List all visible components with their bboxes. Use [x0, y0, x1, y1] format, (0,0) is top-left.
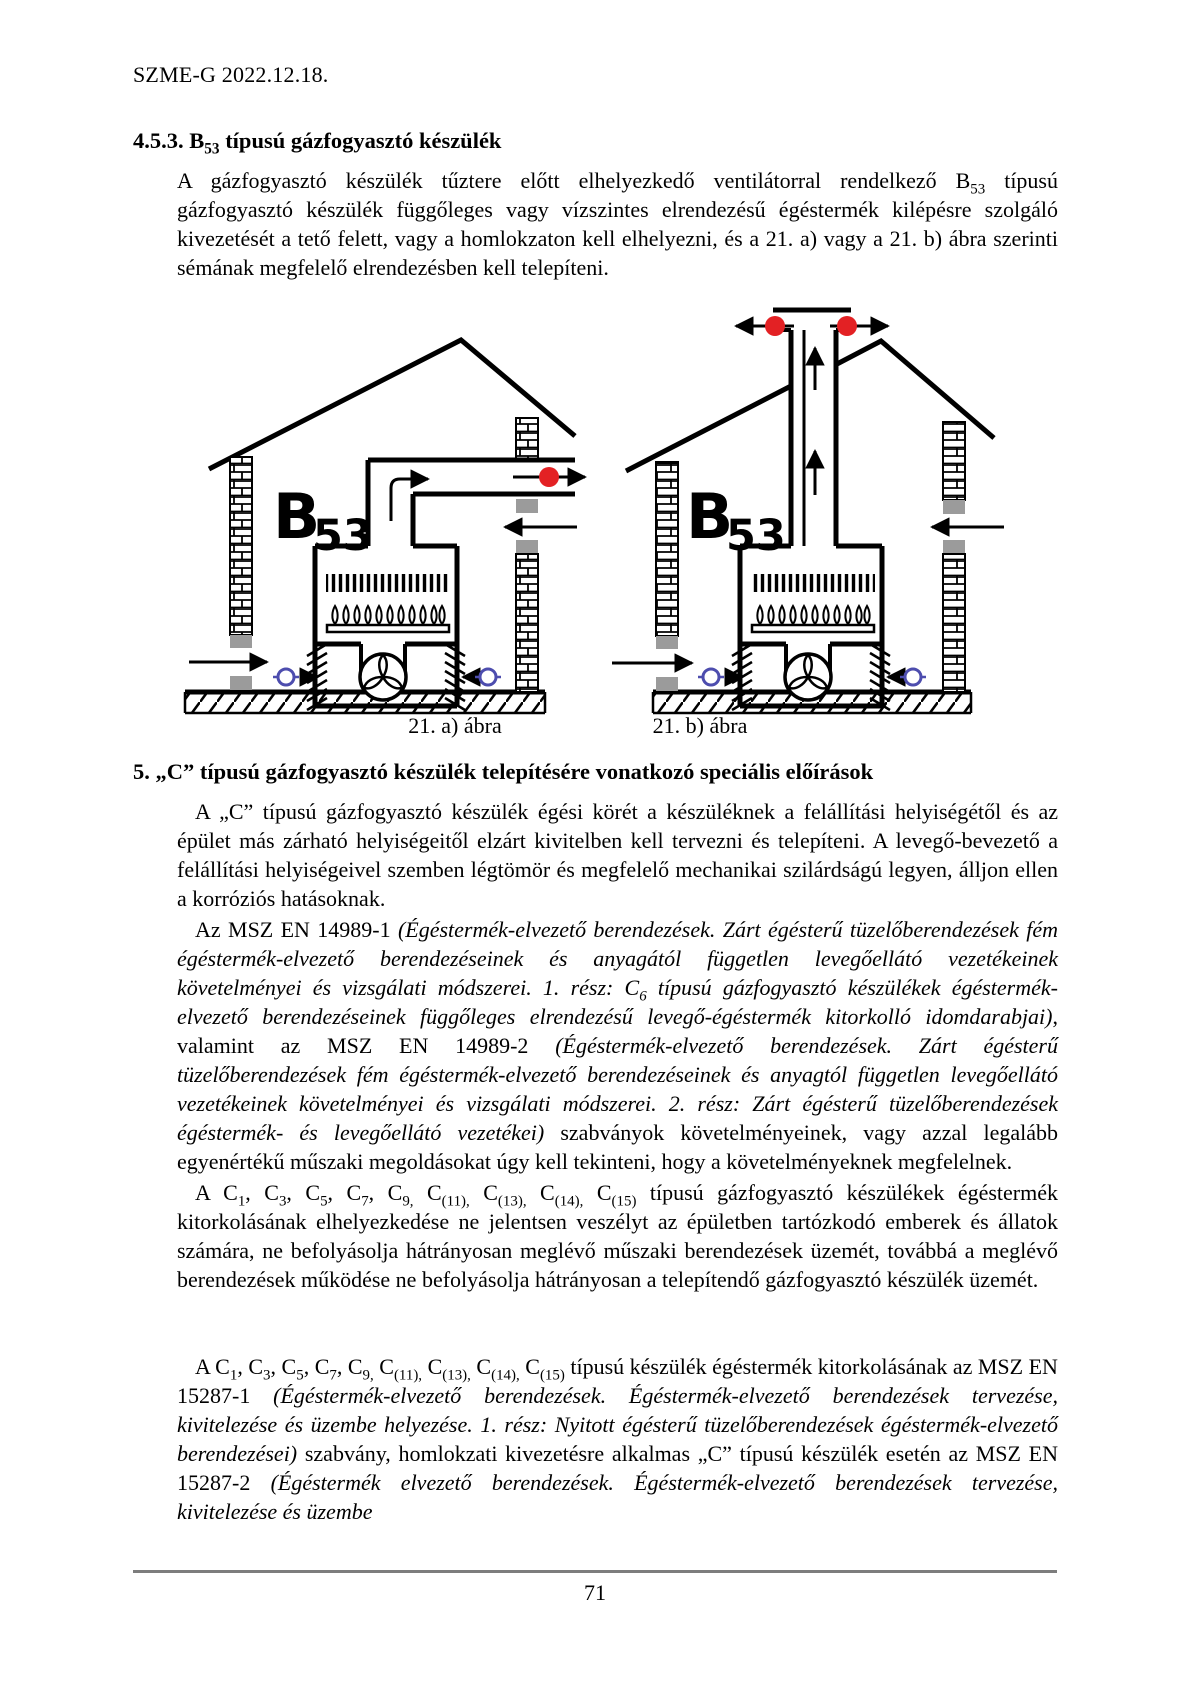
- damper-icon-right: [888, 669, 926, 685]
- burner-tray: [752, 625, 874, 632]
- figure-21b-caption: 21. b) ábra: [652, 713, 748, 738]
- left-brick-wall: [656, 462, 678, 691]
- right-brick-wall: [943, 422, 965, 692]
- section-5-paragraph-1: A „C” típusú gázfogyasztó készülék égési körét a készüléknek a felállítási helyiségétől és az épület más zárható helyiségeitől elzárt kivitelben kell tervezni és telepíteni. A levegő-bevezető a felállítási helyiségeivel szemben légtömör és megfelelő mechanikai szilárdságú legyen, álljon ellen a korróziós hatásoknak.: [177, 799, 1058, 911]
- exhaust-terminal-dot-right: [837, 316, 857, 336]
- roof-outline-right: [837, 341, 994, 438]
- exhaust-terminal-dot-left: [765, 316, 785, 336]
- heat-exchanger-fins: [326, 574, 450, 592]
- burner-flames-icon: [332, 606, 444, 624]
- section-5-paragraph-4: A $C_1$, $C_3$, $C_5$, $C_7$, $C_{9,}$ $C_{(11),}$ $C_{(13),}$ $C_{(14),}$ $C_{(15)}$ típusú készülék égéstermék kitorkolásának az MSZ EN 15287-1 (Égéstermék-elvezető berendezések. Égéstermék-elvezető berendezések tervezése, kivitelezése és üzembe helyezése. 1. rész: Nyitott égésterű tüzelőberendezések égéstermék-elvezető berendezései) szabvány, homlokzati kivezetésre alkalmas „C” típusú készülék esetén az MSZ EN 15287-2 (Égéstermék elvezető berendezések. Égéstermék-elvezető berendezések tervezése, kivitelezése és üzembe: [177, 1354, 1058, 1524]
- appliance-type-label-sub: 53: [726, 511, 786, 561]
- section-5-heading: 5. „C” típusú gázfogyasztó készülék telepítésére vonatkozó speciális előírások: [133, 759, 874, 784]
- appliance-type-label: B: [686, 480, 734, 553]
- footer-rule: [133, 1570, 1057, 1573]
- figure-21a-caption: 21. a) ábra: [408, 713, 502, 738]
- damper-icon-right: [463, 669, 501, 685]
- appliance-type-label-sub: 53: [313, 511, 373, 561]
- figure-21: [133, 288, 1057, 758]
- heat-exchanger-fins: [751, 574, 875, 592]
- figure-21a-diagram: [183, 288, 598, 720]
- exhaust-terminal-dot: [539, 467, 559, 487]
- appliance-type-label: B: [273, 480, 321, 553]
- fan-icon: [785, 654, 831, 700]
- gas-appliance: [307, 546, 465, 710]
- burner-flames-icon: [757, 606, 869, 624]
- page-header: SZME-G 2022.12.18.: [133, 62, 329, 87]
- section-4-5-3-paragraph: A gázfogyasztó készülék tűztere előtt elhelyezkedő ventilátorral rendelkező $B_{53}$ típusú gázfogyasztó készülék függőleges vagy vízszintes elrendezésű égéstermék kilépésre szolgáló kivezetését a tető felett, vagy a homlokzaton kell elhelyezni, és a 21. a) vagy a 21. b) ábra szerinti sémának megfelelő elrendezésben kell telepíteni.: [177, 168, 1058, 280]
- section-5-paragraph-2: Az MSZ EN 14989-1 (Égéstermék-elvezető berendezések. Zárt égésterű tüzelőberendezések fém égéstermék-elvezető berendezéseinek és anyagától független levegőellátó vezetékeinek követelményei és vizsgálati módszerei. 1. rész: $C_6$ típusú gázfogyasztó készülékek égéstermék-elvezető berendezéseinek függőleges elrendezésű levegő-égéstermék kitorkolló idomdarabjai), valamint az MSZ EN 14989-2 (Égéstermék-elvezető berendezések. Zárt égésterű tüzelőberendezések fém égéstermék-elvezető berendezéseinek és anyagtól független levegőellátó vezetékeinek követelményei és vizsgálati módszerei. 2. rész: Zárt égésterű tüzelőberendezések égéstermék- és levegőellátó vezetékei) szabványok követelményeinek, vagy azzal legalább egyenértékű műszaki megoldásokat úgy kell tekinteni, hogy a követelményeknek megfelelnek.: [177, 917, 1058, 1174]
- flue-flow-arrow: [391, 479, 428, 521]
- page-number: 71: [584, 1580, 606, 1605]
- fan-icon: [360, 654, 406, 700]
- roof-outline-left: [626, 386, 791, 471]
- gas-appliance: [732, 546, 890, 710]
- left-brick-wall: [230, 457, 252, 690]
- burner-tray: [327, 625, 449, 632]
- section-4-5-3-heading: 4.5.3. $B_{53}$ típusú gázfogyasztó készülék: [133, 128, 502, 158]
- ground: [185, 692, 545, 713]
- figure-21b-diagram: [598, 288, 1018, 720]
- section-5-paragraph-3: A $C_1$, $C_3$, $C_5$, $C_7$, $C_{9,}$ $C_{(11),}$ $C_{(13),}$ $C_{(14),}$ $C_{(15)}$ típusú gázfogyasztó készülékek égéstermék kitorkolásának elhelyezkedése ne jelentsen veszélyt az épületben tartózkodó emberek és állatok számára, ne befolyásolja hátrányosan meglévő műszaki berendezések üzemét, továbbá a meglévő berendezések működése ne befolyásolja hátrányosan a telepítendő gázfogyasztó készülék üzemét.: [177, 1180, 1058, 1292]
